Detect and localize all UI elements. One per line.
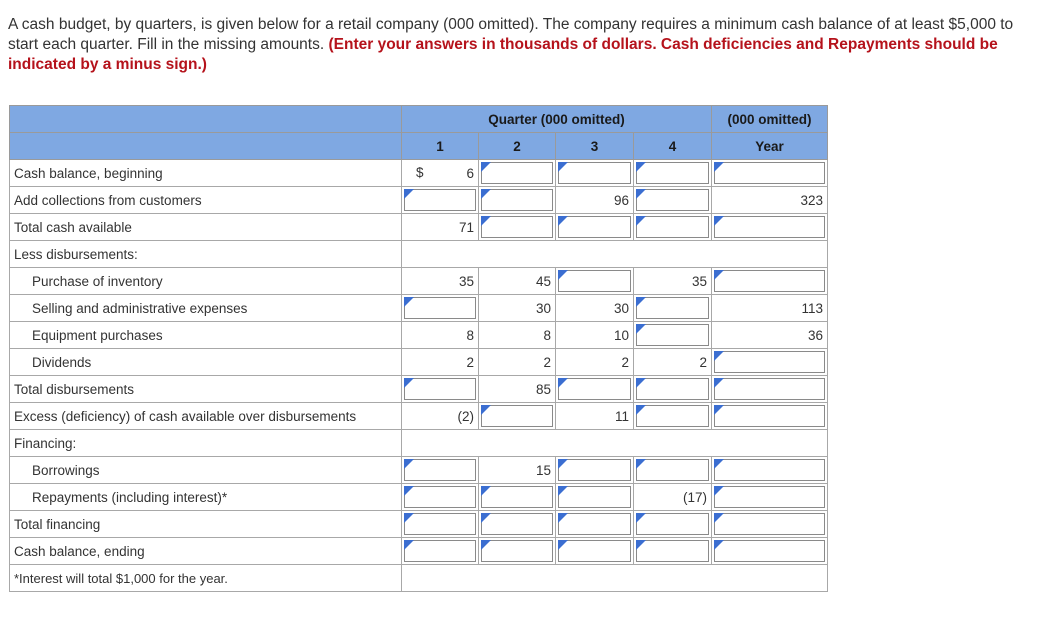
row-label: Repayments (including interest)* bbox=[10, 484, 402, 511]
cell-year bbox=[712, 484, 828, 511]
cell-q3 bbox=[556, 538, 634, 565]
cell-q1: 8 bbox=[402, 322, 479, 349]
cell-year bbox=[712, 268, 828, 295]
cell-q3 bbox=[556, 376, 634, 403]
cell-year: 36 bbox=[712, 322, 828, 349]
footnote: *Interest will total $1,000 for the year. bbox=[10, 565, 402, 592]
row-label: Total disbursements bbox=[10, 376, 402, 403]
cell-q2: 30 bbox=[479, 295, 556, 322]
cell-q1 bbox=[402, 295, 479, 322]
cell-q1: (2) bbox=[402, 403, 479, 430]
answer-input[interactable] bbox=[404, 486, 476, 508]
cell-q1 bbox=[402, 457, 479, 484]
cell-q3: 11 bbox=[556, 403, 634, 430]
cell-q2: 15 bbox=[479, 457, 556, 484]
cash-budget-table bbox=[9, 105, 828, 592]
cell-q1: 2 bbox=[402, 349, 479, 376]
row-label: Cash balance, beginning bbox=[10, 160, 402, 187]
answer-input[interactable] bbox=[558, 486, 631, 508]
header-blank bbox=[10, 106, 402, 133]
answer-input[interactable] bbox=[714, 486, 825, 508]
table-row bbox=[10, 403, 828, 430]
cell-year bbox=[712, 376, 828, 403]
currency-symbol: $ bbox=[416, 165, 424, 180]
cell-q1 bbox=[402, 538, 479, 565]
answer-input[interactable] bbox=[714, 405, 825, 427]
table-row bbox=[10, 484, 828, 511]
answer-input[interactable] bbox=[558, 378, 631, 400]
cell-q2: 45 bbox=[479, 268, 556, 295]
answer-input[interactable] bbox=[714, 216, 825, 238]
answer-input[interactable] bbox=[481, 189, 553, 211]
answer-input[interactable] bbox=[481, 162, 553, 184]
cell-q3: 10 bbox=[556, 322, 634, 349]
row-label: Borrowings bbox=[10, 457, 402, 484]
cell-q4 bbox=[634, 376, 712, 403]
cell-q4: (17) bbox=[634, 484, 712, 511]
cell-year bbox=[712, 403, 828, 430]
answer-input[interactable] bbox=[636, 216, 709, 238]
cell-year bbox=[712, 457, 828, 484]
answer-input[interactable] bbox=[636, 459, 709, 481]
cell-q3: 2 bbox=[556, 349, 634, 376]
table-row bbox=[10, 349, 828, 376]
cell-q2 bbox=[479, 187, 556, 214]
cell-value: 6 bbox=[466, 165, 474, 181]
cell-q3 bbox=[556, 160, 634, 187]
answer-input[interactable] bbox=[714, 351, 825, 373]
header-col-q2: 2 bbox=[479, 133, 556, 160]
answer-input[interactable] bbox=[636, 540, 709, 562]
answer-input[interactable] bbox=[714, 378, 825, 400]
table-row bbox=[10, 565, 828, 592]
row-label: Purchase of inventory bbox=[10, 268, 402, 295]
row-label: Total financing bbox=[10, 511, 402, 538]
answer-input[interactable] bbox=[636, 324, 709, 346]
table-row bbox=[10, 187, 828, 214]
header-col-q3: 3 bbox=[556, 133, 634, 160]
cell-year bbox=[712, 511, 828, 538]
answer-input[interactable] bbox=[558, 459, 631, 481]
row-label: Equipment purchases bbox=[10, 322, 402, 349]
cell-q1: 71 bbox=[402, 214, 479, 241]
table-row bbox=[10, 511, 828, 538]
row-label: Dividends bbox=[10, 349, 402, 376]
header-blank-2 bbox=[10, 133, 402, 160]
cell-year bbox=[712, 538, 828, 565]
answer-input[interactable] bbox=[481, 486, 553, 508]
answer-input[interactable] bbox=[636, 378, 709, 400]
table-row bbox=[10, 322, 828, 349]
cell-q3 bbox=[556, 214, 634, 241]
cell-q1 bbox=[402, 376, 479, 403]
cell-q2: 8 bbox=[479, 322, 556, 349]
answer-input[interactable] bbox=[558, 162, 631, 184]
blank-cell bbox=[402, 241, 828, 268]
answer-input[interactable] bbox=[636, 162, 709, 184]
instructions-emphasis: (Enter your answers in thousands of dollars. Cash deficiencies and Repayments should be indicated by a minus sign.) bbox=[8, 36, 998, 73]
answer-input[interactable] bbox=[404, 189, 476, 211]
cell-q3 bbox=[556, 457, 634, 484]
answer-input[interactable] bbox=[404, 540, 476, 562]
answer-input[interactable] bbox=[404, 459, 476, 481]
cell-q4: 2 bbox=[634, 349, 712, 376]
row-label: Total cash available bbox=[10, 214, 402, 241]
cell-q3: 96 bbox=[556, 187, 634, 214]
cell-q3 bbox=[556, 268, 634, 295]
answer-input[interactable] bbox=[558, 540, 631, 562]
cell-q4 bbox=[634, 322, 712, 349]
table-row bbox=[10, 241, 828, 268]
table-row bbox=[10, 214, 828, 241]
table-row bbox=[10, 457, 828, 484]
table-row bbox=[10, 538, 828, 565]
row-label: Excess (deficiency) of cash available over disbursements bbox=[10, 403, 402, 430]
header-quarter-group: Quarter (000 omitted) bbox=[402, 106, 712, 133]
blank-cell bbox=[402, 565, 828, 592]
answer-input[interactable] bbox=[636, 189, 709, 211]
blank-cell bbox=[402, 430, 828, 457]
answer-input[interactable] bbox=[481, 513, 553, 535]
cell-year: 323 bbox=[712, 187, 828, 214]
instructions-text: A cash budget, by quarters, is given below for a retail company (000 omitted). The company requires a minimum cash balance of at least $5,000 to start each quarter. Fill in the missing amounts. bbox=[8, 16, 1014, 53]
cell-q4 bbox=[634, 457, 712, 484]
table-row bbox=[10, 295, 828, 322]
cell-q3: 30 bbox=[556, 295, 634, 322]
cell-q4 bbox=[634, 295, 712, 322]
cell-q3 bbox=[556, 484, 634, 511]
cell-q2 bbox=[479, 403, 556, 430]
answer-input[interactable] bbox=[404, 297, 476, 319]
cell-q1 bbox=[402, 511, 479, 538]
row-label: Financing: bbox=[10, 430, 402, 457]
cell-q1: 35 bbox=[402, 268, 479, 295]
header-col-q1: 1 bbox=[402, 133, 479, 160]
answer-input[interactable] bbox=[714, 513, 825, 535]
answer-input[interactable] bbox=[558, 270, 631, 292]
row-label: Selling and administrative expenses bbox=[10, 295, 402, 322]
cell-year bbox=[712, 160, 828, 187]
cell-q1 bbox=[402, 187, 479, 214]
cell-q4 bbox=[634, 538, 712, 565]
cell-q2: 85 bbox=[479, 376, 556, 403]
cell-q2 bbox=[479, 511, 556, 538]
header-col-q4: 4 bbox=[634, 133, 712, 160]
answer-input[interactable] bbox=[714, 540, 825, 562]
answer-input[interactable] bbox=[714, 162, 825, 184]
cell-year bbox=[712, 349, 828, 376]
answer-input[interactable] bbox=[558, 513, 631, 535]
answer-input[interactable] bbox=[636, 513, 709, 535]
cell-q2 bbox=[479, 160, 556, 187]
table-row bbox=[10, 160, 828, 187]
answer-input[interactable] bbox=[404, 513, 476, 535]
header-col-year: Year bbox=[712, 133, 828, 160]
cell-q4 bbox=[634, 187, 712, 214]
answer-input[interactable] bbox=[714, 459, 825, 481]
header-year-group: (000 omitted) bbox=[712, 106, 828, 133]
table-row bbox=[10, 430, 828, 457]
cell-q2 bbox=[479, 484, 556, 511]
cell-q2 bbox=[479, 538, 556, 565]
cell-year: 113 bbox=[712, 295, 828, 322]
row-label: Less disbursements: bbox=[10, 241, 402, 268]
answer-input[interactable] bbox=[481, 405, 553, 427]
table-row bbox=[10, 376, 828, 403]
instructions bbox=[8, 15, 1034, 75]
answer-input[interactable] bbox=[714, 270, 825, 292]
cell-q2: 2 bbox=[479, 349, 556, 376]
cell-q2 bbox=[479, 214, 556, 241]
cell-q3 bbox=[556, 511, 634, 538]
row-label: Add collections from customers bbox=[10, 187, 402, 214]
cell-q4 bbox=[634, 403, 712, 430]
answer-input[interactable] bbox=[558, 216, 631, 238]
cell-q1 bbox=[402, 160, 479, 187]
answer-input[interactable] bbox=[636, 297, 709, 319]
cell-q1 bbox=[402, 484, 479, 511]
cell-q4 bbox=[634, 160, 712, 187]
table-row bbox=[10, 268, 828, 295]
row-label: Cash balance, ending bbox=[10, 538, 402, 565]
cell-q4 bbox=[634, 511, 712, 538]
answer-input[interactable] bbox=[404, 378, 476, 400]
answer-input[interactable] bbox=[481, 216, 553, 238]
cell-year bbox=[712, 214, 828, 241]
answer-input[interactable] bbox=[636, 405, 709, 427]
cell-q4: 35 bbox=[634, 268, 712, 295]
answer-input[interactable] bbox=[481, 540, 553, 562]
cell-q4 bbox=[634, 214, 712, 241]
